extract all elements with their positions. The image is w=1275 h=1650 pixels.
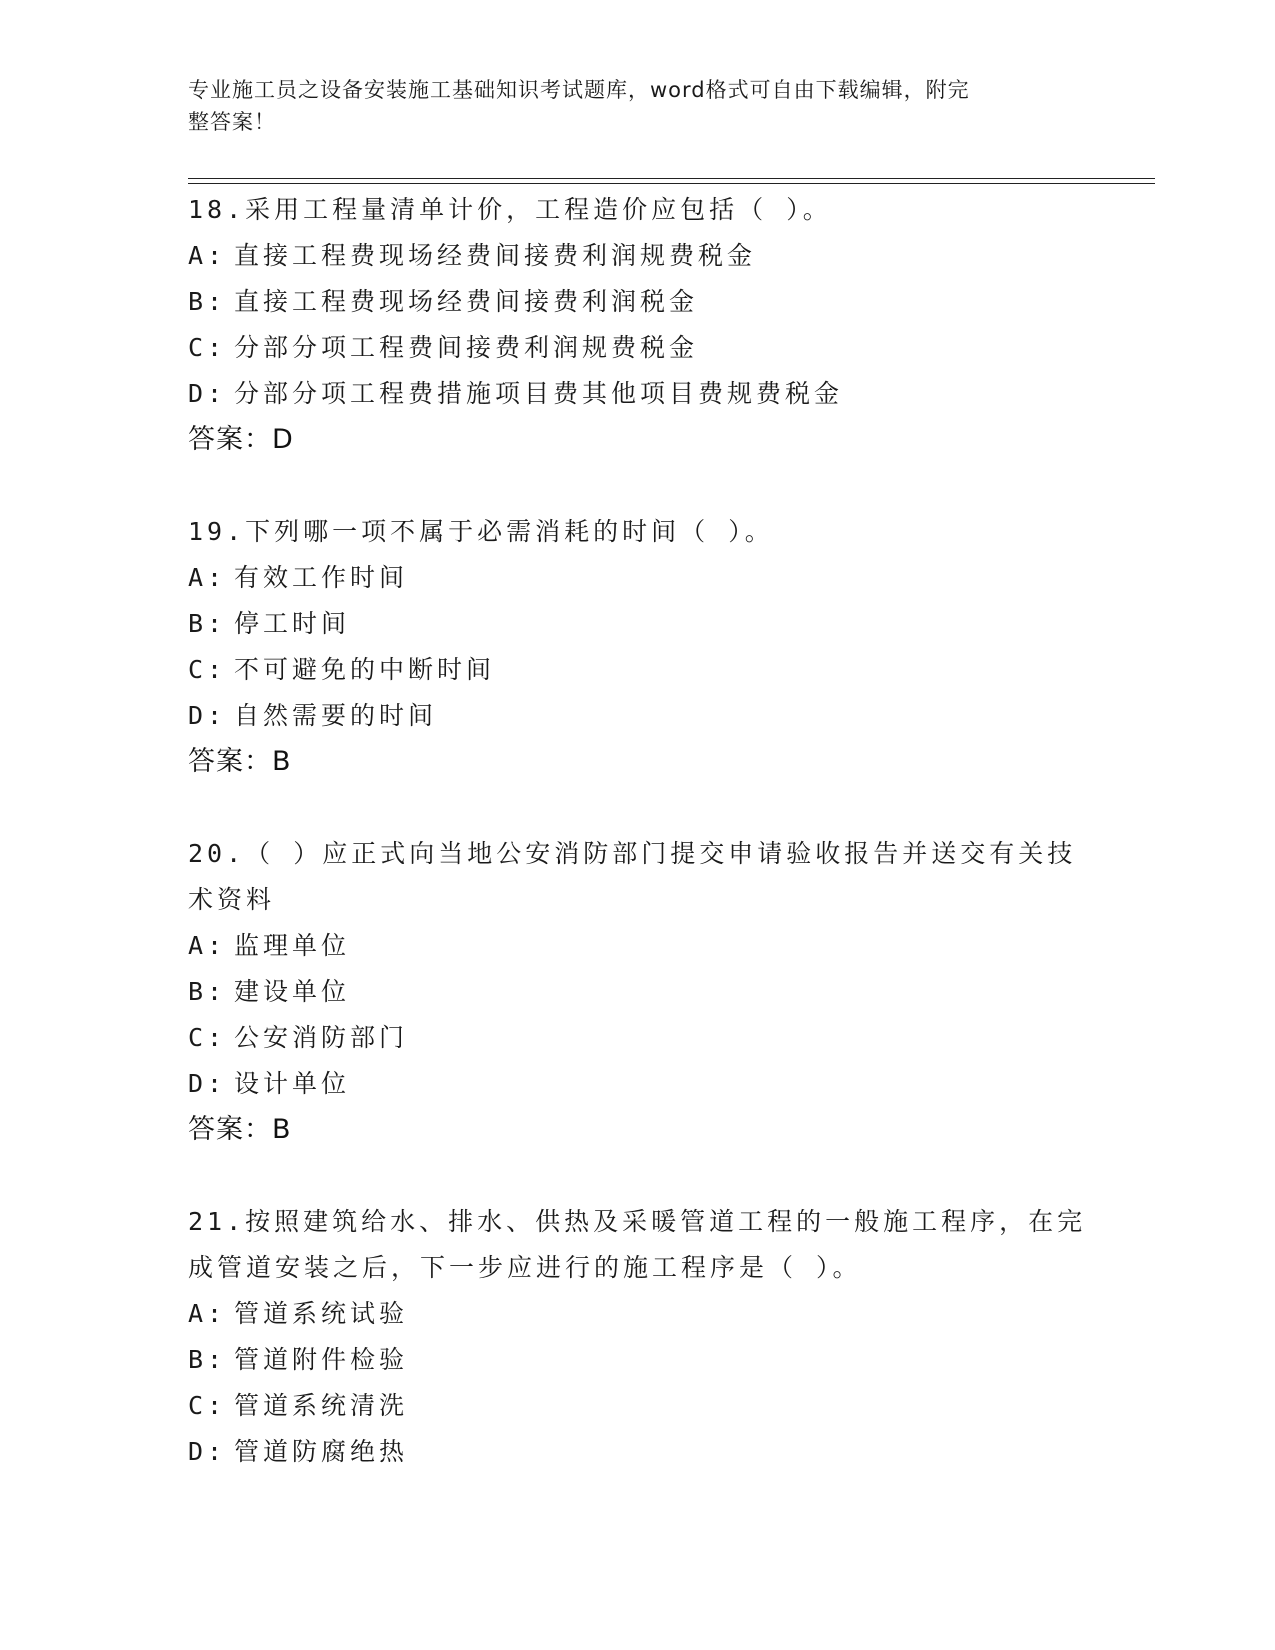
option-text: 自然需要的时间: [234, 701, 438, 730]
header-divider-top: [188, 178, 1155, 179]
option-b: [188, 969, 1088, 1015]
spacer: [188, 785, 1088, 831]
option-text: 管道附件检验: [234, 1345, 409, 1374]
option-text: 公安消防部门: [234, 1023, 409, 1052]
option-b: [188, 1337, 1088, 1383]
option-d: [188, 371, 1088, 417]
option-letter: D:: [188, 1437, 227, 1466]
header-line-2: 整答案！: [188, 110, 276, 134]
question-stem-line-1: 20.（ ）应正式向当地公安消防部门提交申请验收报告并送交有关技: [188, 839, 1077, 868]
spacer: [188, 1153, 1088, 1199]
option-letter: D:: [188, 1069, 227, 1098]
header-line-1: 专业施工员之设备安装施工基础知识考试题库，word格式可自由下载编辑，附完: [188, 78, 970, 102]
option-text: 监理单位: [234, 931, 351, 960]
option-d: [188, 1061, 1088, 1107]
option-letter: C:: [188, 1391, 227, 1420]
option-text: 管道防腐绝热: [234, 1437, 409, 1466]
option-letter: D:: [188, 701, 227, 730]
option-text: 有效工作时间: [234, 563, 409, 592]
option-letter: D:: [188, 379, 227, 408]
option-letter: A:: [188, 1299, 227, 1328]
option-b: [188, 601, 1088, 647]
option-letter: B:: [188, 1345, 227, 1374]
option-d: [188, 693, 1088, 739]
option-c: [188, 647, 1088, 693]
option-text: 建设单位: [234, 977, 351, 1006]
question-21: [188, 1199, 1088, 1475]
document-header: [188, 74, 1068, 138]
answer-line: 答案：D: [188, 424, 294, 455]
answer-line: 答案：B: [188, 746, 292, 777]
option-letter: B:: [188, 977, 227, 1006]
option-letter: C:: [188, 333, 227, 362]
option-c: [188, 1015, 1088, 1061]
option-text: 管道系统试验: [234, 1299, 409, 1328]
question-stem: 19.下列哪一项不属于必需消耗的时间（ ）。: [188, 517, 774, 546]
option-letter: C:: [188, 655, 227, 684]
option-a: [188, 555, 1088, 601]
option-text: 分部分项工程费措施项目费其他项目费规费税金: [234, 379, 844, 408]
option-a: [188, 1291, 1088, 1337]
option-letter: A:: [188, 563, 227, 592]
header-divider-bottom: [188, 183, 1155, 184]
question-stem-line-2: 成管道安装之后，下一步应进行的施工程序是（ ）。: [188, 1253, 862, 1282]
option-text: 设计单位: [234, 1069, 351, 1098]
option-text: 停工时间: [234, 609, 351, 638]
question-stem-line-1: 21.按照建筑给水、排水、供热及采暖管道工程的一般施工程序，在完: [188, 1207, 1087, 1236]
option-text: 不可避免的中断时间: [234, 655, 496, 684]
question-stem-line-2: 术资料: [188, 885, 276, 914]
option-b: [188, 279, 1088, 325]
option-a: [188, 233, 1088, 279]
question-19: [188, 509, 1088, 785]
answer-line: 答案：B: [188, 1114, 292, 1145]
option-letter: C:: [188, 1023, 227, 1052]
option-c: [188, 325, 1088, 371]
option-text: 直接工程费现场经费间接费利润税金: [234, 287, 699, 316]
option-a: [188, 923, 1088, 969]
option-letter: B:: [188, 287, 227, 316]
option-c: [188, 1383, 1088, 1429]
option-letter: A:: [188, 931, 227, 960]
question-list: [188, 187, 1088, 1475]
question-20: [188, 831, 1088, 1153]
question-18: [188, 187, 1088, 463]
option-text: 分部分项工程费间接费利润规费税金: [234, 333, 699, 362]
option-letter: B:: [188, 609, 227, 638]
option-d: [188, 1429, 1088, 1475]
option-text: 管道系统清洗: [234, 1391, 409, 1420]
question-stem: 18.采用工程量清单计价，工程造价应包括（ ）。: [188, 195, 832, 224]
option-letter: A:: [188, 241, 227, 270]
spacer: [188, 463, 1088, 509]
option-text: 直接工程费现场经费间接费利润规费税金: [234, 241, 757, 270]
